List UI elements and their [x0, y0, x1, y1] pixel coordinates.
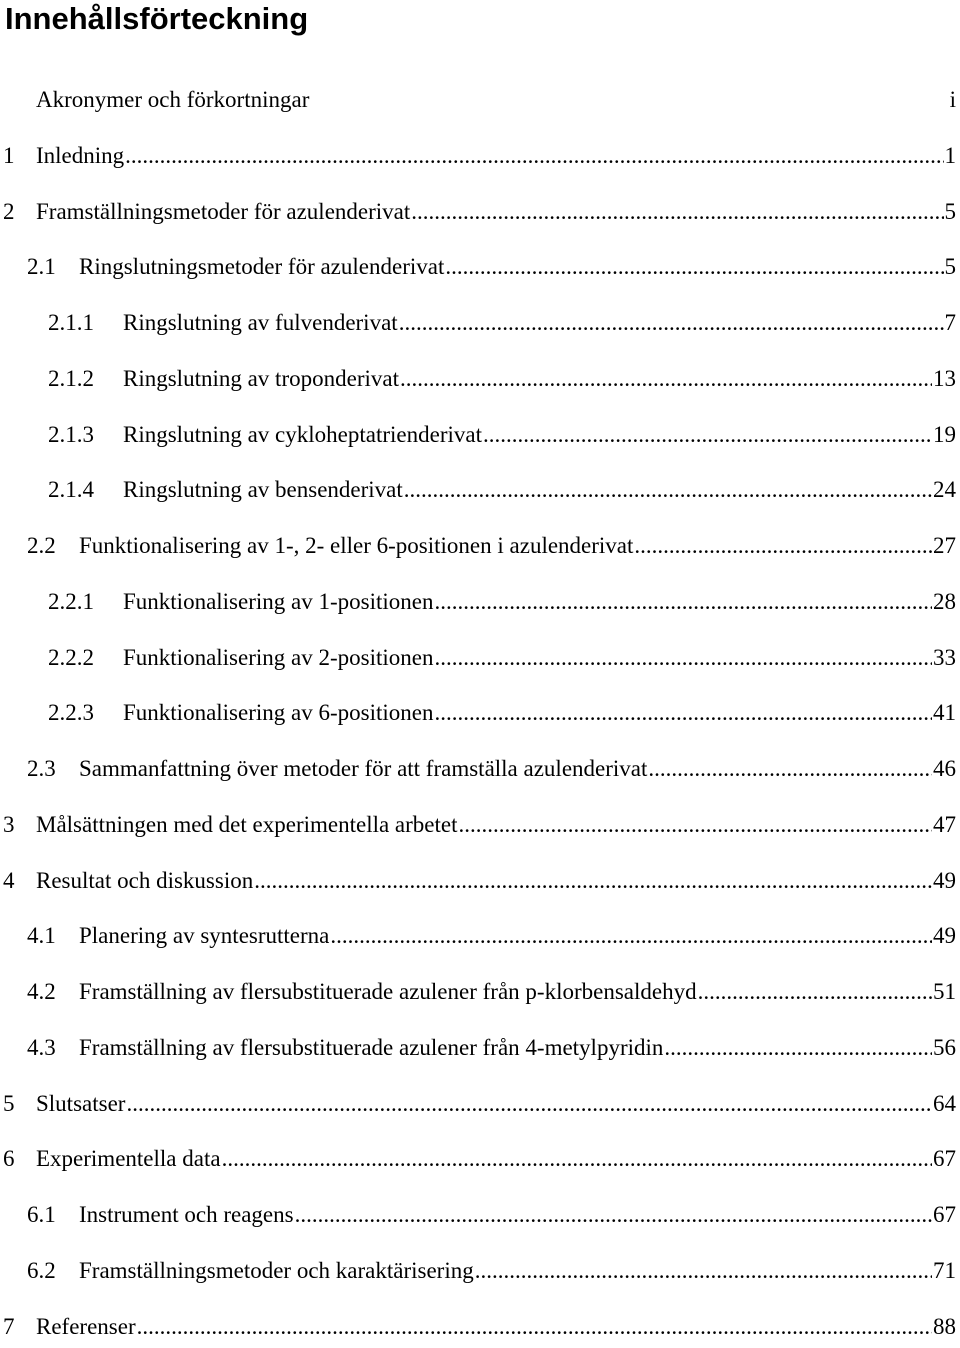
toc-entry-page: 56	[933, 1034, 956, 1060]
toc-entry[interactable]	[0, 1199, 956, 1231]
toc-entry[interactable]	[0, 196, 956, 228]
toc-entry-page: 88	[933, 1313, 956, 1339]
toc-entry-number: 2.1.1	[48, 310, 94, 335]
toc-entry-number: 2.1.4	[48, 477, 94, 503]
toc-entry-page: 5	[944, 254, 956, 280]
toc-dot-leader	[648, 753, 932, 785]
toc-entry-title: Funktionalisering av 1-, 2- eller 6-positionen i azulenderivat	[79, 533, 634, 558]
toc-entry-title: Inledning	[36, 142, 125, 168]
toc-entry-page: 13	[933, 365, 956, 391]
toc-entry[interactable]	[0, 586, 956, 618]
toc-entry-number: 7	[3, 1313, 15, 1339]
toc-entry[interactable]	[0, 753, 956, 785]
toc-dot-leader	[295, 1199, 932, 1231]
toc-entry-number: 2.2.1	[48, 588, 94, 614]
toc-entry-title: Funktionalisering av 6-positionen	[123, 700, 434, 726]
toc-dot-leader	[137, 1311, 932, 1343]
toc-entry-number: 2.1.2	[48, 365, 94, 391]
toc-entry-number: 2.1	[27, 254, 56, 280]
toc-entry[interactable]	[0, 474, 956, 506]
toc-dot-leader	[434, 642, 932, 674]
toc-dot-leader	[445, 251, 943, 283]
toc-dot-leader	[400, 363, 932, 395]
toc-dot-leader	[634, 530, 932, 562]
toc-entry-page: 24	[933, 477, 956, 503]
toc-entry-page: 19	[933, 421, 956, 447]
toc-entry[interactable]	[0, 1032, 956, 1064]
toc-entry-title: Funktionalisering av 2-positionen	[123, 644, 434, 670]
toc-entry-page: 49	[933, 923, 956, 949]
toc-entry-number: 3	[3, 811, 15, 837]
toc-dot-leader	[126, 1088, 932, 1120]
toc-entry-page: 1	[944, 142, 956, 168]
toc-entry-title: Resultat och diskussion	[36, 867, 254, 893]
toc-dot-leader	[434, 586, 932, 618]
toc-entry-page: 67	[933, 1202, 956, 1227]
toc-entry[interactable]	[0, 1311, 956, 1343]
toc-entry[interactable]	[0, 697, 956, 729]
toc-entry[interactable]	[0, 1088, 956, 1120]
toc-entry-number: 2.2	[27, 533, 56, 558]
toc-entry-title: Sammanfattning över metoder för att framställa azulenderivat	[79, 756, 648, 781]
toc-entry[interactable]	[0, 809, 956, 841]
toc-entry-title: Akronymer och förkortningar	[36, 87, 310, 112]
toc-dot-leader	[434, 697, 932, 729]
toc-entry[interactable]	[0, 1143, 956, 1175]
toc-entry-number: 6.2	[27, 1257, 56, 1283]
toc-entry[interactable]	[0, 419, 956, 451]
toc-entry-page: 71	[933, 1257, 956, 1283]
toc-entry-page: 46	[933, 756, 956, 781]
toc-entry-title: Ringslutning av cykloheptatrienderivat	[123, 421, 482, 447]
toc-dot-leader	[483, 419, 932, 451]
toc-entry-page: 47	[933, 811, 956, 837]
toc-entry-title: Framställningsmetoder och karaktärisering	[79, 1257, 474, 1283]
toc-entry-title: Ringslutning av bensenderivat	[123, 477, 403, 503]
toc-entry-title: Framställning av flersubstituerade azulener från p-klorbensaldehyd	[79, 979, 697, 1004]
toc-dot-leader	[475, 1255, 932, 1287]
toc-dot-leader	[254, 865, 932, 897]
toc-entry-title: Planering av syntesrutterna	[79, 923, 330, 949]
toc-entry-number: 4.3	[27, 1034, 56, 1060]
toc-entry-page: 33	[933, 644, 956, 670]
toc-entry-page: i	[949, 87, 956, 112]
toc-entry-number: 4	[3, 867, 15, 893]
toc-dot-leader	[404, 474, 932, 506]
toc-entry-title: Funktionalisering av 1-positionen	[123, 588, 434, 614]
toc-entry[interactable]	[0, 642, 956, 674]
toc-entry-number: 2	[3, 198, 15, 224]
toc-entry-number: 6.1	[27, 1202, 56, 1227]
toc-entry-title: Ringslutningsmetoder för azulenderivat	[79, 254, 445, 280]
toc-entry-number: 2.3	[27, 756, 56, 781]
toc-entry[interactable]	[0, 920, 956, 952]
toc-entry-page: 64	[933, 1090, 956, 1116]
toc-entry-number: 2.1.3	[48, 421, 94, 447]
toc-entry[interactable]	[0, 976, 956, 1008]
toc-dot-leader	[459, 809, 932, 841]
toc-entry-title: Målsättningen med det experimentella arbetet	[36, 811, 458, 837]
toc-entry-number: 2.2.3	[48, 700, 94, 726]
toc-entry-page: 67	[933, 1146, 956, 1172]
toc-dot-leader	[664, 1032, 932, 1064]
toc-entry-title: Framställning av flersubstituerade azulener från 4-metylpyridin	[79, 1034, 664, 1060]
toc-entry[interactable]	[0, 363, 956, 395]
toc-entry-number: 1	[3, 142, 15, 168]
toc-entry-title: Ringslutning av fulvenderivat	[123, 310, 398, 335]
toc-dot-leader	[330, 920, 932, 952]
toc-entry-title: Referenser	[36, 1313, 136, 1339]
toc-entry[interactable]	[0, 307, 956, 339]
toc-entry[interactable]	[0, 1255, 956, 1287]
toc-entry[interactable]	[0, 84, 956, 116]
toc-entry-page: 49	[933, 867, 956, 893]
toc-entry-title: Instrument och reagens	[79, 1202, 294, 1227]
toc-entry-page: 41	[933, 700, 956, 726]
toc-entry-number: 4.1	[27, 923, 56, 949]
toc-dot-leader	[125, 140, 943, 172]
toc-entry[interactable]	[0, 251, 956, 283]
toc-entry-page: 27	[933, 533, 956, 558]
toc-dot-leader	[399, 307, 944, 339]
page-title: Innehållsförteckning	[5, 1, 309, 36]
toc-entry-title: Experimentella data	[36, 1146, 221, 1172]
toc-entry[interactable]	[0, 530, 956, 562]
toc-entry-page: 28	[933, 588, 956, 614]
toc-entry-page: 51	[933, 979, 956, 1004]
toc-dot-leader	[222, 1143, 932, 1175]
toc-entry-page: 7	[944, 310, 956, 335]
toc-entry-number: 2.2.2	[48, 644, 94, 670]
toc-entry[interactable]	[0, 865, 956, 897]
toc-entry-title: Framställningsmetoder för azulenderivat	[36, 198, 411, 224]
toc-dot-leader	[411, 196, 943, 228]
toc-entry-number: 6	[3, 1146, 15, 1172]
toc-entry-number: 5	[3, 1090, 15, 1116]
toc-entry-title: Ringslutning av troponderivat	[123, 365, 399, 391]
toc-entry-title: Slutsatser	[36, 1090, 126, 1116]
toc-entry-number: 4.2	[27, 979, 56, 1004]
toc-entry[interactable]	[0, 140, 956, 172]
toc-dot-leader	[698, 976, 932, 1008]
toc-entry-page: 5	[944, 198, 956, 224]
